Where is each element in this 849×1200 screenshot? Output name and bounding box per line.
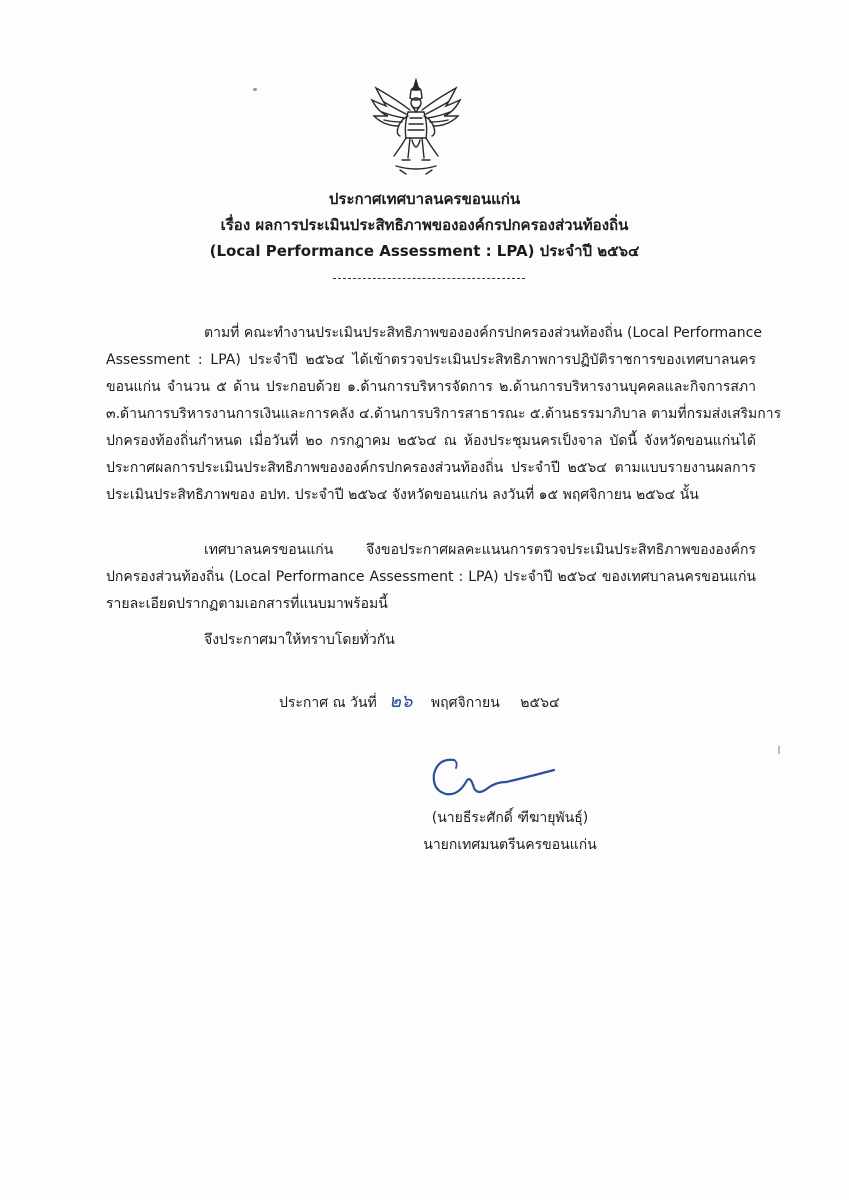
header-divider [333, 278, 525, 279]
date-year: ๒๕๖๔ [520, 695, 560, 711]
text-line: ขอนแก่น จำนวน ๕ ด้าน ประกอบด้วย ๑.ด้านการบริหารจัดการ ๒.ด้านการบริหารงานบุคคลและกิจการสภา [106, 379, 756, 395]
date-prefix: ประกาศ ณ วันที่ [279, 695, 377, 711]
text-line: จึงประกาศมาให้ทราบโดยทั่วกัน [204, 632, 395, 648]
date-day-handwritten: ๒๖ [389, 691, 413, 712]
text-line: ประกาศผลการประเมินประสิทธิภาพขององค์กรปกครองส่วนท้องถิ่น ประจำปี ๒๕๖๔ ตามแบบรายงานผลการ [106, 460, 756, 476]
paragraph-1 [106, 320, 782, 509]
garuda-emblem-icon [366, 76, 466, 176]
scan-speck [778, 746, 780, 754]
paragraph-3 [106, 627, 756, 654]
announcement-title: ประกาศเทศบาลนครขอนแก่น [328, 190, 521, 208]
text-line: ปกครองท้องถิ่นกำหนด เมื่อวันที่ ๒๐ กรกฎาคม ๒๕๖๔ ณ ห้องประชุมนครเป็งจาล บัดนี้ จังหวัดขอนแก่นได้ [106, 433, 756, 449]
announcement-subject: เรื่อง ผลการประเมินประสิทธิภาพขององค์กรปกครองส่วนท้องถิ่น [220, 216, 629, 234]
signature-icon [424, 752, 558, 804]
scan-speck [253, 88, 257, 91]
text-line: เทศบาลนครขอนแก่น จึงขอประกาศผลคะแนนการตรวจประเมินประสิทธิภาพขององค์กร [204, 542, 756, 558]
text-line: ปกครองส่วนท้องถิ่น (Local Performance Assessment : LPA) ประจำปี ๒๕๖๔ ของเทศบาลนครขอนแก่น [106, 569, 756, 585]
text-line: Assessment : LPA) ประจำปี ๒๕๖๔ ได้เข้าตรวจประเมินประสิทธิภาพการปฏิบัติราชการของเทศบาลนคร [106, 352, 756, 368]
announcement-header [0, 186, 849, 264]
paragraph-2 [106, 537, 756, 618]
announcement-date [279, 688, 560, 717]
text-line: ตามที่ คณะทำงานประเมินประสิทธิภาพขององค์กรปกครองส่วนท้องถิ่น (Local Performance [204, 325, 762, 341]
text-line: ประเมินประสิทธิภาพของ อปท. ประจำปี ๒๕๖๔ จังหวัดขอนแก่น ลงวันที่ ๑๕ พฤศจิกายน ๒๕๖๔ นั้น [106, 487, 699, 503]
signer-name: (นายธีระศักดิ์ ฑีฆายุพันธุ์) [431, 810, 589, 826]
signer-title: นายกเทศมนตรีนครขอนแก่น [423, 837, 597, 853]
announcement-subject-en: (Local Performance Assessment : LPA) ประจำปี ๒๕๖๔ [209, 242, 640, 260]
date-month: พฤศจิกายน [430, 695, 500, 711]
text-line: รายละเอียดปรากฏตามเอกสารที่แนบมาพร้อมนี้ [106, 596, 388, 612]
text-line: ๓.ด้านการบริหารงานการเงินและการคลัง ๔.ด้านการบริการสาธารณะ ๕.ด้านธรรมาภิบาล ตามที่กรมส่งเสริมการ [106, 406, 782, 422]
